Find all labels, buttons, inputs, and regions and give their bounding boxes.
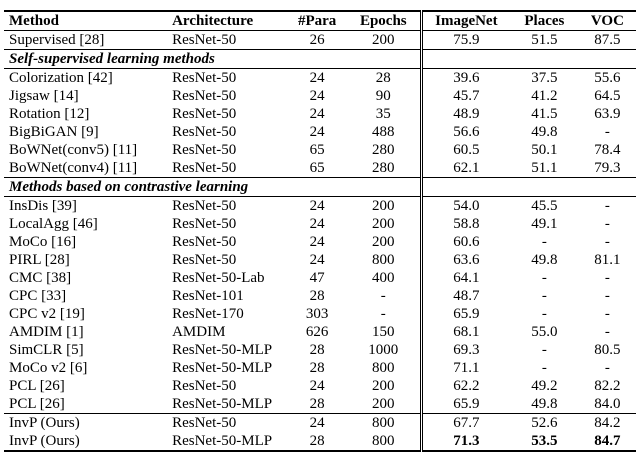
cell-arch: ResNet-50 <box>172 106 237 122</box>
cell-imagenet: 62.1 <box>421 159 510 178</box>
cell-arch: AMDIM <box>172 324 226 340</box>
cell-voc: - <box>604 306 610 322</box>
cell-arch: ResNet-50 <box>172 378 237 394</box>
cell-epochs: 800 <box>347 414 422 433</box>
cell-epochs: 400 <box>372 270 395 286</box>
cell-epochs: 200 <box>372 378 395 394</box>
cell-imagenet: 64.1 <box>421 269 510 287</box>
table-row <box>4 87 636 105</box>
cell-epochs: - <box>380 288 386 304</box>
cell-voc: - <box>579 197 636 216</box>
table-row <box>4 323 636 341</box>
table-row <box>4 377 636 395</box>
cell-epochs: 1000 <box>368 342 399 358</box>
cell-voc: 84.2 <box>579 414 636 433</box>
cell-voc: - <box>604 124 610 140</box>
cell-places: - <box>541 234 547 250</box>
cell-epochs: 280 <box>372 160 395 176</box>
cell-para: 47 <box>309 270 325 286</box>
cell-places: 49.2 <box>531 378 558 394</box>
section-title: Methods based on contrastive learning <box>4 178 421 197</box>
cell-places <box>510 432 579 451</box>
table-row <box>4 341 636 359</box>
cell-voc: 81.1 <box>594 252 621 268</box>
cell-voc: 80.5 <box>594 342 621 358</box>
cell-arch: ResNet-50 <box>172 124 237 140</box>
cell-para: 24 <box>287 69 346 88</box>
table-row <box>4 215 636 233</box>
cell-imagenet: 39.6 <box>421 69 510 88</box>
cell-arch: ResNet-50 <box>172 234 237 250</box>
cell-places: 52.6 <box>510 414 579 433</box>
cell-places: 49.8 <box>531 252 558 268</box>
cell-method: CPC v2 [19] <box>9 306 85 322</box>
cell-imagenet: 67.7 <box>421 414 510 433</box>
cell-para: 26 <box>287 31 346 50</box>
table-row <box>4 269 636 287</box>
cell-imagenet: 60.6 <box>421 233 510 251</box>
cell-places: 37.5 <box>510 69 579 88</box>
table-row <box>4 31 636 50</box>
cell-epochs: 800 <box>372 360 395 376</box>
cell-voc: 78.4 <box>594 142 621 158</box>
cell-para: 28 <box>309 288 325 304</box>
cell-places: - <box>541 288 547 304</box>
table-row <box>4 159 636 178</box>
cell-imagenet: 54.0 <box>421 197 510 216</box>
header-para: #Para <box>287 11 346 31</box>
cell-imagenet: 71.1 <box>421 359 510 377</box>
cell-epochs: 28 <box>347 69 422 88</box>
cell-para: 28 <box>287 432 346 451</box>
best-value: 53.5 <box>531 433 558 449</box>
results-table <box>4 10 636 452</box>
table-row <box>4 359 636 377</box>
cell-arch: ResNet-50 <box>158 414 287 433</box>
cell-places: - <box>541 342 547 358</box>
cell-places: 41.5 <box>531 106 558 122</box>
best-value: 84.7 <box>594 433 621 449</box>
cell-imagenet: 45.7 <box>421 87 510 105</box>
table-row <box>4 251 636 269</box>
table-row <box>4 395 636 414</box>
cell-imagenet: 58.8 <box>421 215 510 233</box>
cell-voc: 63.9 <box>594 106 621 122</box>
cell-para: 24 <box>309 378 325 394</box>
cell-para: 28 <box>309 396 325 412</box>
cell-imagenet: 75.9 <box>421 31 510 50</box>
cell-method: MoCo [16] <box>9 234 77 250</box>
cell-epochs: 200 <box>372 396 395 412</box>
cell-arch: ResNet-50 <box>158 69 287 88</box>
cell-method: InvP (Ours) <box>4 414 158 433</box>
cell-method: CMC [38] <box>9 270 72 286</box>
cell-method: BoWNet(conv5) [11] <box>9 142 138 158</box>
header-epochs: Epochs <box>347 11 422 31</box>
cell-para: 24 <box>309 88 325 104</box>
cell-para: 24 <box>309 106 325 122</box>
cell-arch: ResNet-170 <box>172 306 244 322</box>
cell-epochs: 488 <box>372 124 395 140</box>
cell-epochs: 200 <box>372 216 395 232</box>
cell-imagenet: 56.6 <box>421 123 510 141</box>
cell-method: BigBiGAN [9] <box>9 124 99 140</box>
cell-arch: ResNet-50-MLP <box>172 342 273 358</box>
cell-epochs: 800 <box>347 432 422 451</box>
cell-places: 45.5 <box>510 197 579 216</box>
cell-voc: 82.2 <box>594 378 621 394</box>
cell-method: PCL [26] <box>9 378 65 394</box>
cell-places: - <box>541 270 547 286</box>
cell-arch: ResNet-50-MLP <box>158 432 287 451</box>
cell-places: 49.8 <box>531 124 558 140</box>
cell-imagenet <box>421 432 510 451</box>
header-voc: VOC <box>579 11 636 31</box>
cell-voc: - <box>604 270 610 286</box>
cell-arch: ResNet-50 <box>172 142 237 158</box>
cell-method: Rotation [12] <box>9 106 90 122</box>
section-empty-cell <box>579 50 636 69</box>
cell-places: 50.1 <box>531 142 558 158</box>
table-row <box>4 141 636 159</box>
cell-method: SimCLR [5] <box>9 342 84 358</box>
cell-para: 24 <box>309 124 325 140</box>
header-method: Method <box>4 11 158 31</box>
cell-imagenet: 69.3 <box>421 341 510 359</box>
table-row <box>4 105 636 123</box>
cell-para: 24 <box>309 234 325 250</box>
cell-voc: 84.0 <box>594 396 621 412</box>
cell-arch: ResNet-50 <box>172 216 237 232</box>
cell-imagenet: 48.9 <box>421 105 510 123</box>
header-row <box>4 11 636 31</box>
table-row <box>4 432 636 451</box>
section-title: Self-supervised learning methods <box>4 50 421 69</box>
cell-places: 49.1 <box>531 216 558 232</box>
cell-imagenet: 65.9 <box>421 305 510 323</box>
cell-para: 65 <box>309 142 325 158</box>
cell-epochs: 200 <box>372 234 395 250</box>
cell-voc: - <box>604 234 610 250</box>
table-row <box>4 287 636 305</box>
cell-epochs: 90 <box>375 88 391 104</box>
cell-imagenet: 65.9 <box>421 395 510 414</box>
cell-method: Jigsaw [14] <box>9 88 79 104</box>
table-row <box>4 305 636 323</box>
cell-para: 28 <box>309 360 325 376</box>
section-empty-cell <box>421 178 510 197</box>
cell-arch: ResNet-50 <box>172 160 237 176</box>
cell-epochs: 200 <box>347 197 422 216</box>
header-imagenet: ImageNet <box>421 11 510 31</box>
cell-places: - <box>541 306 547 322</box>
cell-method: Colorization [42] <box>4 69 158 88</box>
cell-arch: ResNet-50 <box>172 88 237 104</box>
cell-para: 24 <box>309 216 325 232</box>
section-empty-cell <box>579 178 636 197</box>
cell-arch: ResNet-50 <box>158 197 287 216</box>
cell-voc: - <box>604 216 610 232</box>
cell-method: AMDIM [1] <box>9 324 84 340</box>
cell-arch: ResNet-50 <box>158 31 287 50</box>
section-header <box>4 50 636 69</box>
cell-method: Supervised [28] <box>4 31 158 50</box>
cell-voc: - <box>604 288 610 304</box>
cell-method: PCL [26] <box>9 396 65 412</box>
cell-epochs: 150 <box>372 324 395 340</box>
table-body <box>4 31 636 452</box>
table-row <box>4 123 636 141</box>
table-row <box>4 197 636 216</box>
cell-epochs: 35 <box>375 106 391 122</box>
cell-method: InvP (Ours) <box>4 432 158 451</box>
section-header <box>4 178 636 197</box>
cell-para: 28 <box>309 342 325 358</box>
cell-arch: ResNet-50 <box>172 252 237 268</box>
section-empty-cell <box>510 50 579 69</box>
cell-method: InsDis [39] <box>4 197 158 216</box>
cell-voc: 55.6 <box>579 69 636 88</box>
cell-epochs: 200 <box>347 31 422 50</box>
cell-arch: ResNet-50-MLP <box>172 360 273 376</box>
cell-places: 55.0 <box>531 324 558 340</box>
cell-arch: ResNet-101 <box>172 288 244 304</box>
cell-epochs: 280 <box>372 142 395 158</box>
cell-para: 24 <box>309 252 325 268</box>
cell-para: 65 <box>309 160 325 176</box>
cell-epochs: - <box>380 306 386 322</box>
header-places: Places <box>510 11 579 31</box>
table-row <box>4 69 636 88</box>
cell-imagenet: 62.2 <box>421 377 510 395</box>
cell-voc: - <box>604 360 610 376</box>
header-architecture: Architecture <box>158 11 287 31</box>
cell-voc: - <box>604 324 610 340</box>
cell-places: 51.1 <box>531 160 558 176</box>
cell-arch: ResNet-50-MLP <box>172 396 273 412</box>
cell-method: PIRL [28] <box>9 252 70 268</box>
cell-places: 51.5 <box>510 31 579 50</box>
cell-para: 24 <box>287 414 346 433</box>
cell-voc: 79.3 <box>594 160 621 176</box>
cell-para: 303 <box>305 306 329 322</box>
cell-method: MoCo v2 [6] <box>9 360 88 376</box>
cell-method: CPC [33] <box>9 288 67 304</box>
cell-places: - <box>541 360 547 376</box>
cell-method: BoWNet(conv4) [11] <box>9 160 138 176</box>
cell-imagenet: 63.6 <box>421 251 510 269</box>
cell-epochs: 800 <box>372 252 395 268</box>
cell-method: LocalAgg [46] <box>9 216 98 232</box>
cell-imagenet: 48.7 <box>421 287 510 305</box>
cell-voc <box>579 432 636 451</box>
table-row <box>4 233 636 251</box>
section-empty-cell <box>421 50 510 69</box>
cell-voc: 64.5 <box>594 88 621 104</box>
cell-places: 49.8 <box>531 396 558 412</box>
cell-para: 24 <box>287 197 346 216</box>
cell-para: 626 <box>305 324 329 340</box>
cell-imagenet: 60.5 <box>421 141 510 159</box>
cell-imagenet: 68.1 <box>421 323 510 341</box>
section-empty-cell <box>510 178 579 197</box>
table-row <box>4 414 636 433</box>
cell-places: 41.2 <box>531 88 558 104</box>
cell-voc: 87.5 <box>579 31 636 50</box>
best-value: 71.3 <box>453 433 480 449</box>
cell-arch: ResNet-50-Lab <box>172 270 265 286</box>
